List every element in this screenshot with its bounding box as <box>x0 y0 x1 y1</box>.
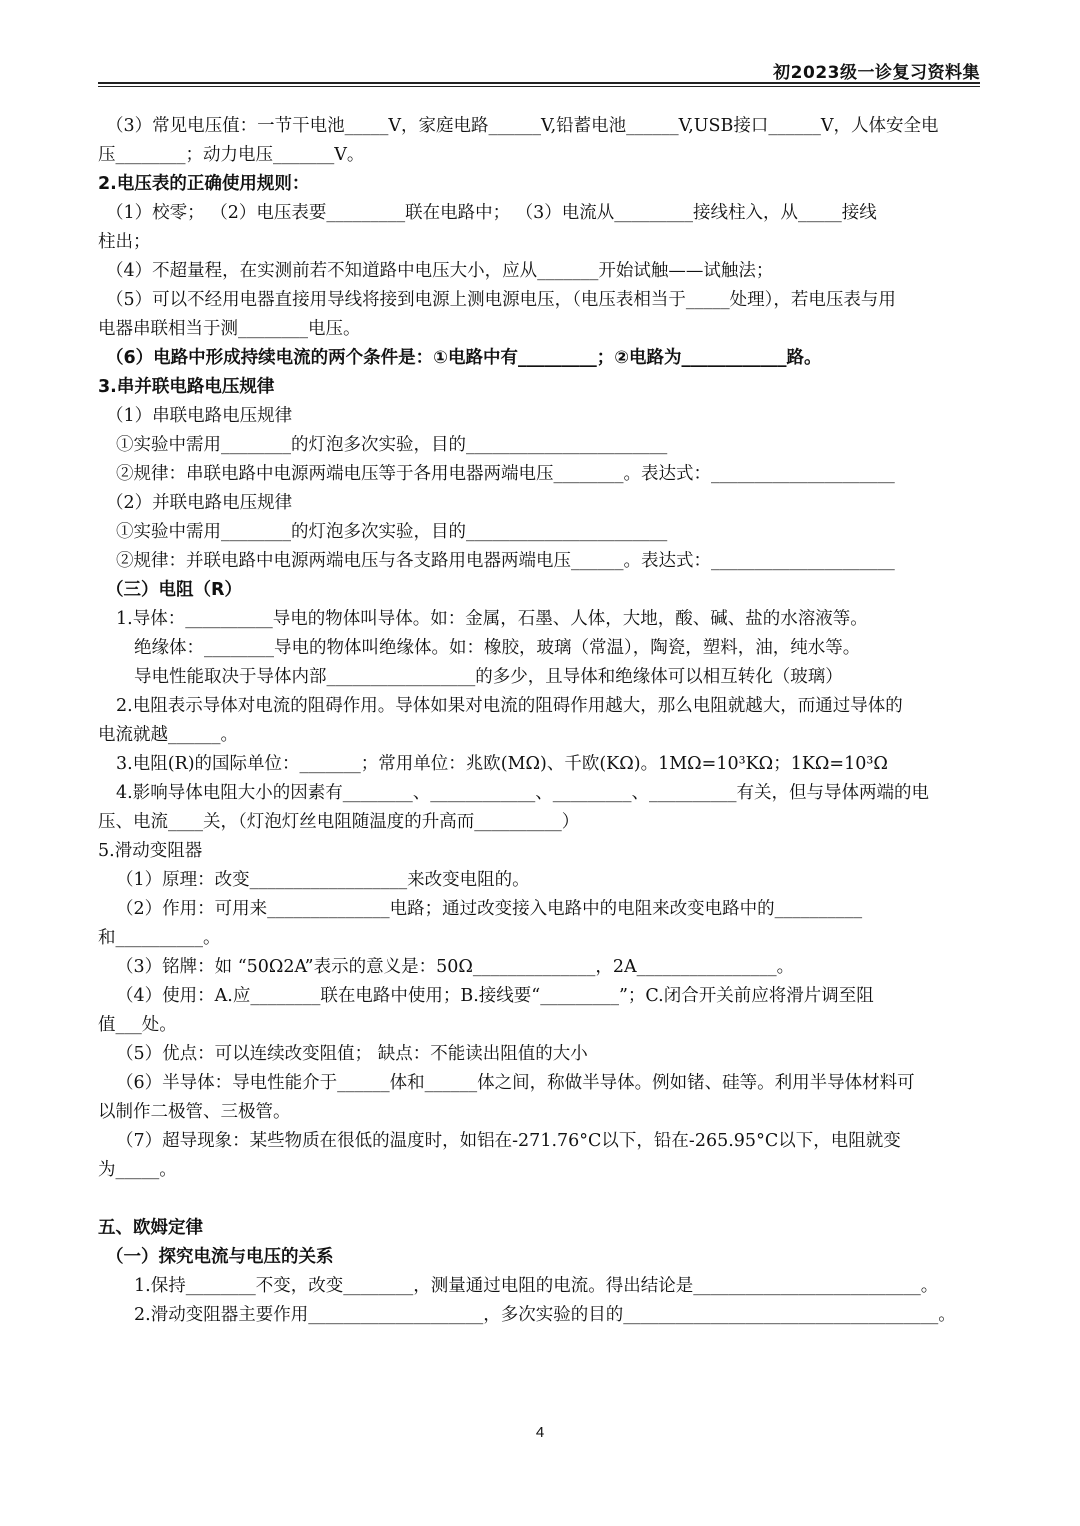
text-line: （2）并联电路电压规律 <box>106 493 293 513</box>
text-line: 2.滑动变阻器主要作用____________________，多次实验的目的____________________________________。 <box>134 1305 956 1325</box>
text-line: （1）校零； （2）电压表要_________联在电路中； （3）电流从_________接线柱入，从_____接线 <box>106 203 877 223</box>
text-line: （3）铭牌：如 “50Ω2A”表示的意义是：50Ω______________，2A________________。 <box>116 957 795 977</box>
text-line: （6）电路中形成持续电流的两个条件是：①电路中有_________；②电路为____________路。 <box>106 348 822 368</box>
text-line: 绝缘体：________导电的物体叫绝缘体。如：橡胶，玻璃（常温），陶瓷，塑料，油，纯水等。 <box>134 638 861 658</box>
header-rule <box>98 82 980 84</box>
text-line: 1.导体：__________导电的物体叫导体。如：金属，石墨、人体，大地，酸、碱、盐的水溶液等。 <box>116 609 868 629</box>
text-line: （5）优点：可以连续改变阻值； 缺点：不能读出阻值的大小 <box>116 1044 588 1064</box>
text-line: ②规律：并联电路中电源两端电压与各支路用电器两端电压______。表达式：_____________________ <box>116 551 895 571</box>
header-rule-thin <box>98 86 980 87</box>
text-line: （4）不超量程，在实测前若不知道路中电压大小，应从_______开始试触——试触法； <box>106 261 774 281</box>
section-heading: 3.串并联电路电压规律 <box>98 377 275 397</box>
page-content <box>98 112 982 1330</box>
text-line: 值___处。 <box>98 1015 177 1035</box>
text-line: 5.滑动变阻器 <box>98 841 203 861</box>
text-line: （1）串联电路电压规律 <box>106 406 293 426</box>
page-number: 4 <box>535 1424 545 1441</box>
text-line: （1）原理：改变__________________来改变电阻的。 <box>116 870 530 890</box>
text-line: ②规律：串联电路中电源两端电压等于各用电器两端电压________。表达式：_____________________ <box>116 464 895 484</box>
text-line: 1.保持________不变，改变________，测量通过电阻的电流。得出结论是__________________________。 <box>134 1276 939 1296</box>
text-line: （5）可以不经用电器直接用导线将接到电源上测电源电压，（电压表相当于_____处理），若电压表与用 <box>106 290 896 310</box>
text-line: （4）使用：A.应________联在电路中使用；B.接线要“_________”；C.闭合开关前应将滑片调至阻 <box>116 986 874 1006</box>
text-line: 3.电阻(R)的国际单位：_______；常用单位：兆欧(MΩ)、千欧(KΩ)。1MΩ=10³KΩ；1KΩ=10³Ω <box>116 754 888 774</box>
text-line: 和__________。 <box>98 928 221 948</box>
text-line: 电流就越______。 <box>98 725 238 745</box>
section-heading: （三）电阻（R） <box>106 580 242 600</box>
running-header: 初2023级一诊复习资料集 <box>773 63 980 83</box>
text-line: （2）作用：可用来______________电路；通过改变接入电路中的电阻来改变电路中的__________ <box>116 899 863 919</box>
text-line: （7）超导现象：某些物质在很低的温度时，如铝在-271.76°C以下，铅在-265.95°C以下，电阻就变 <box>116 1131 901 1151</box>
text-line: 4.影响导体电阻大小的因素有________、____________、_________、__________有关，但与导体两端的电 <box>116 783 929 803</box>
text-line: 以制作二极管、三极管。 <box>98 1102 291 1122</box>
text-line: （6）半导体：导电性能介于______体和______体之间，称做半导体。例如锗、硅等。利用半导体材料可 <box>116 1073 915 1093</box>
text-line: 压________；动力电压_______V。 <box>98 145 365 165</box>
text-line: 柱出； <box>98 232 151 252</box>
text-line: 2.电阻表示导体对电流的阻碍作用。导体如果对电流的阻碍作用越大，那么电阻就越大，而通过导体的 <box>116 696 903 716</box>
text-line: 为_____。 <box>98 1160 177 1180</box>
text-line: 导电性能取决于导体内部_________________的多少，且导体和绝缘体可以相互转化（玻璃） <box>134 667 843 687</box>
text-line: 压、电流____关，（灯泡灯丝电阻随温度的升高而__________） <box>98 812 580 832</box>
text-line: ①实验中需用________的灯泡多次实验，目的_______________________ <box>116 522 668 542</box>
chapter-heading: 五、欧姆定律 <box>98 1218 203 1238</box>
text-line: ①实验中需用________的灯泡多次实验，目的_______________________ <box>116 435 668 455</box>
text-line: 电器串联相当于测________电压。 <box>98 319 361 339</box>
section-heading: 2.电压表的正确使用规则： <box>98 174 310 194</box>
section-heading: （一）探究电流与电压的关系 <box>106 1247 334 1267</box>
text-line: （3）常见电压值：一节干电池_____V，家庭电路______V,铅蓄电池______V,USB接口______V，人体安全电 <box>106 116 939 136</box>
blank-line <box>98 1185 982 1214</box>
